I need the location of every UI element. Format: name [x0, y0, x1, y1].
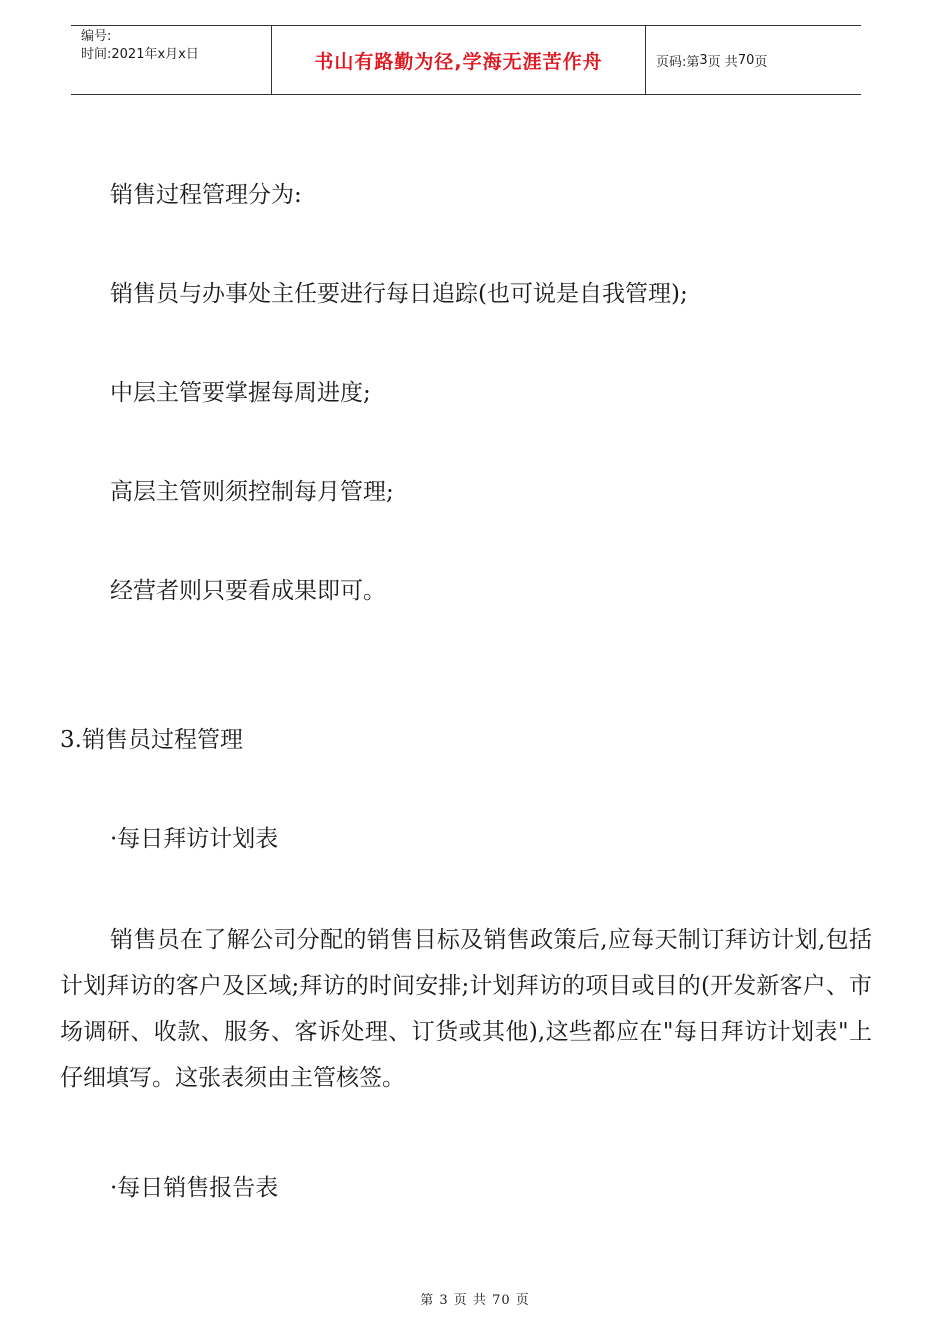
page-footer — [0, 1289, 950, 1308]
paragraph-visit-plan-detail: 销售员在了解公司分配的销售目标及销售政策后,应每天制订拜访计划,包括计划拜访的客户及区域;拜访的时间安排;计划拜访的项目或目的(开发新客户、市场调研、收款、服务、客诉处理、订货或其他),这些都应在"每日拜访计划表"上仔细填写。这张表须由主管核签。 — [60, 927, 872, 1091]
header-page-suffix: 页 — [754, 54, 768, 70]
paragraph-weekly-progress: 中层主管要掌握每周进度; — [110, 380, 371, 406]
serial-label: 编号: — [81, 29, 112, 44]
section-heading: 3.销售员过程管理 — [60, 727, 243, 753]
footer-total: 70 — [492, 1293, 511, 1308]
page-header — [71, 25, 861, 95]
paragraph-daily-tracking: 销售员与办事处主任要进行每日追踪(也可说是自我管理); — [110, 281, 688, 307]
header-page-total: 70 — [737, 52, 755, 68]
header-page-info — [646, 26, 861, 94]
footer-mid: 页 共 — [453, 1293, 487, 1308]
bullet-daily-sales-report: ·每日销售报告表 — [110, 1175, 279, 1201]
header-motto: 书山有路勤为径,学海无涯苦作舟 — [272, 26, 646, 94]
time-label: 时间:2021年x月x日 — [81, 47, 199, 62]
header-page-prefix: 页码:第 — [656, 54, 700, 70]
paragraph-monthly-control: 高层主管则须控制每月管理; — [110, 479, 394, 505]
footer-prefix: 第 — [420, 1293, 435, 1308]
bullet-daily-visit-plan: ·每日拜访计划表 — [110, 826, 279, 852]
header-page-num: 3 — [699, 52, 708, 68]
footer-page-num: 3 — [439, 1293, 449, 1308]
footer-suffix: 页 — [515, 1293, 530, 1308]
header-meta — [71, 26, 272, 94]
paragraph-results: 经营者则只要看成果即可。 — [110, 578, 386, 604]
paragraph-intro: 销售过程管理分为: — [110, 182, 302, 208]
header-page-mid: 页 共 — [707, 54, 738, 70]
